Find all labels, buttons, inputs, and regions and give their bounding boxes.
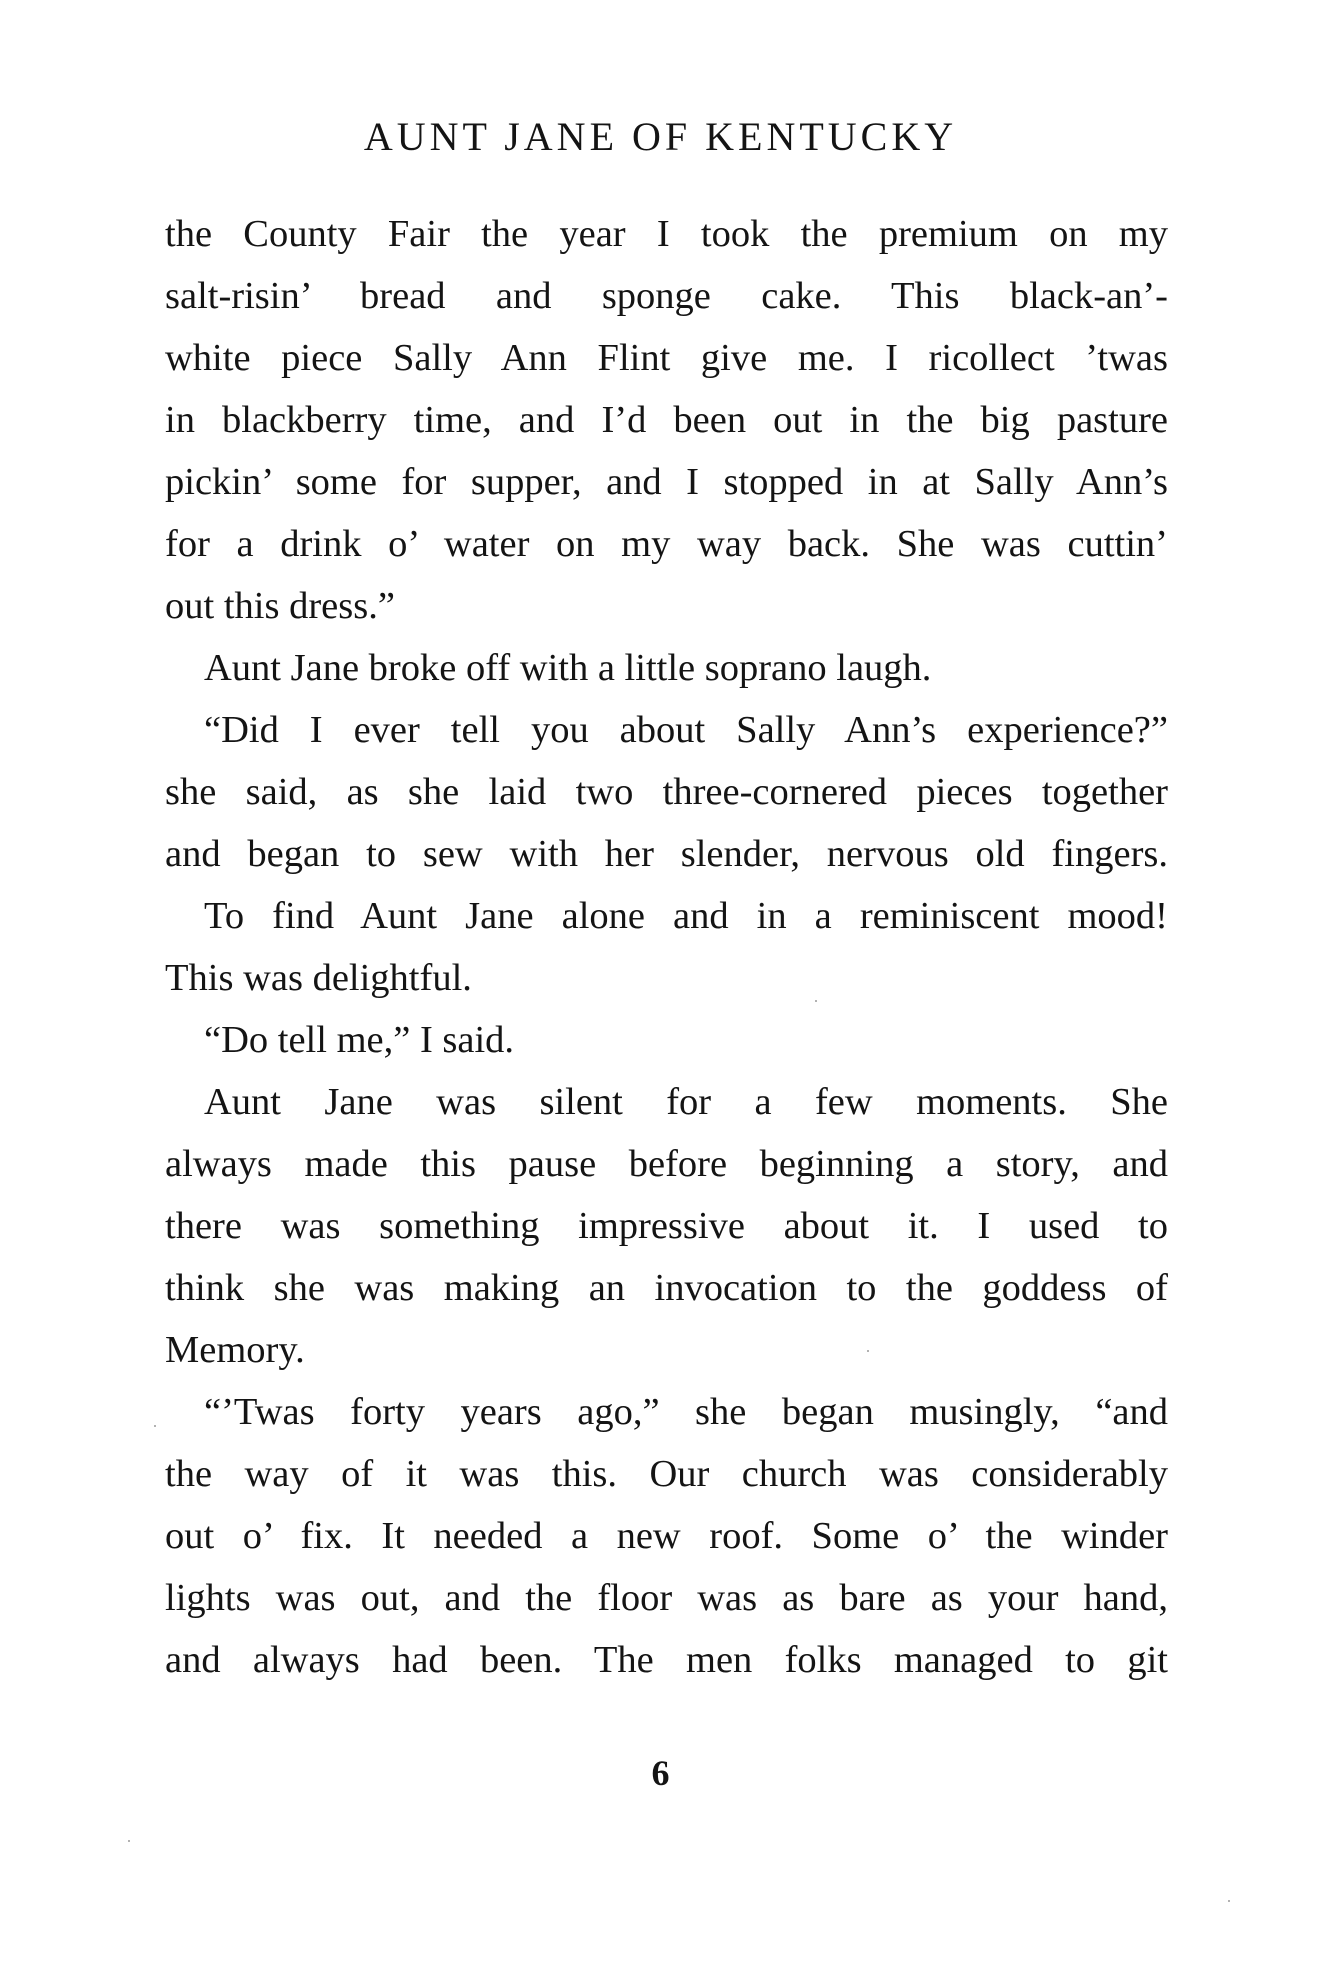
text-line: and began to sew with her slender, nervous old fingers. [165, 833, 1168, 875]
text-line: always made this pause before beginning a story, and [165, 1143, 1168, 1185]
text-line: This was delightful. [165, 957, 472, 999]
paragraph [165, 1071, 1168, 1381]
paragraph [165, 203, 1168, 637]
body-text [165, 203, 1168, 1691]
scan-speck [867, 1350, 869, 1352]
paragraph [165, 637, 1168, 699]
text-line: the way of it was this. Our church was considerably [165, 1453, 1168, 1495]
text-line: white piece Sally Ann Flint give me. I ricollect ’twas [165, 337, 1168, 379]
text-line: for a drink o’ water on my way back. She was cuttin’ [165, 523, 1168, 565]
text-line: and always had been. The men folks managed to git [165, 1639, 1168, 1681]
text-line: salt-risin’ bread and sponge cake. This black-an’- [165, 275, 1168, 317]
text-line: there was something impressive about it. I used to [165, 1205, 1168, 1247]
paragraph [165, 1009, 1168, 1071]
text-line: “’Twas forty years ago,” she began musingly, “and [204, 1391, 1168, 1433]
text-line: out this dress.” [165, 585, 395, 627]
scan-speck [128, 1840, 130, 1842]
running-head: AUNT JANE OF KENTUCKY [363, 114, 958, 159]
text-line: pickin’ some for supper, and I stopped in at Sally Ann’s [165, 461, 1168, 503]
text-line: Aunt Jane broke off with a little soprano laugh. [204, 647, 932, 689]
scan-speck [154, 1425, 156, 1427]
text-line: Aunt Jane was silent for a few moments. She [204, 1081, 1168, 1123]
scan-speck [815, 1000, 817, 1002]
text-line: the County Fair the year I took the premium on my [165, 213, 1168, 255]
paragraph [165, 699, 1168, 885]
paragraph [165, 1381, 1168, 1691]
text-line: in blackberry time, and I’d been out in the big pasture [165, 399, 1168, 441]
text-line: lights was out, and the floor was as bare as your hand, [165, 1577, 1168, 1619]
text-line: “Did I ever tell you about Sally Ann’s experience?” [204, 709, 1168, 751]
text-line: think she was making an invocation to the goddess of [165, 1267, 1168, 1309]
text-line: out o’ fix. It needed a new roof. Some o’ the winder [165, 1515, 1168, 1557]
scan-speck [1228, 1900, 1230, 1902]
page-number: 6 [651, 1753, 670, 1793]
text-line: “Do tell me,” I said. [204, 1019, 515, 1061]
text-line: she said, as she laid two three-cornered pieces together [165, 771, 1168, 813]
text-line: Memory. [165, 1329, 305, 1371]
text-line: To find Aunt Jane alone and in a reminiscent mood! [204, 895, 1168, 937]
paragraph [165, 885, 1168, 1009]
